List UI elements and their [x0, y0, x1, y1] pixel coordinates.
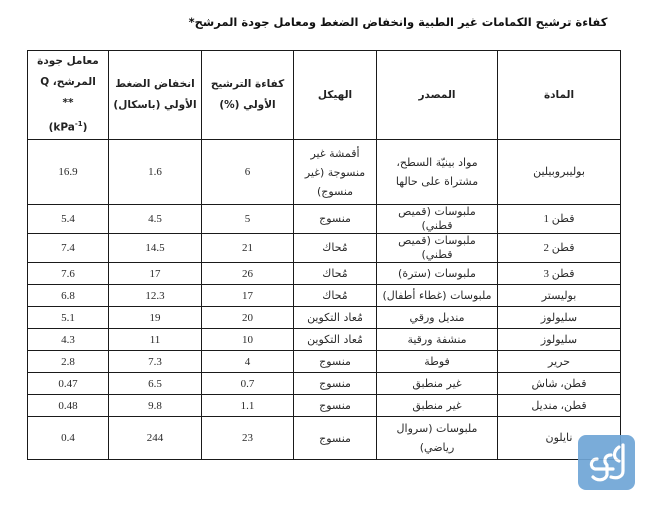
- cell-material: سليولوز: [498, 307, 621, 329]
- header-source: المصدر: [377, 51, 498, 140]
- cell-pressure-drop: 9.8: [109, 395, 202, 417]
- cell-structure: منسوج: [294, 205, 377, 234]
- cell-structure: منسوج: [294, 351, 377, 373]
- cell-material: حرير: [498, 351, 621, 373]
- cell-structure: مُعاد التكوين: [294, 329, 377, 351]
- quality-unit-base: (kPa: [48, 121, 75, 134]
- cell-pressure-drop: 12.3: [109, 285, 202, 307]
- table-row: [28, 140, 621, 205]
- cell-material: قطن 1: [498, 205, 621, 234]
- cell-pressure-drop: 4.5: [109, 205, 202, 234]
- cell-material: بوليبروبيلين: [498, 140, 621, 205]
- table-row: [28, 373, 621, 395]
- table-row: [28, 395, 621, 417]
- header-material: المادة: [498, 51, 621, 140]
- cell-source: ملبوسات (قميص قطني): [377, 205, 498, 234]
- cell-structure: أقمشة غير منسوجة (غير منسوج): [294, 140, 377, 205]
- cell-efficiency: 5: [202, 205, 294, 234]
- cell-structure: منسوج: [294, 395, 377, 417]
- cell-material: قطن 2: [498, 234, 621, 263]
- page-title: كفاءة ترشيح الكمامات غير الطبية وانخفاض الضغط ومعامل جودة المرشح*: [188, 15, 608, 29]
- cell-quality-factor: 0.48: [28, 395, 109, 417]
- table-row: [28, 285, 621, 307]
- quality-unit-close: ): [82, 121, 88, 134]
- cell-efficiency: 17: [202, 285, 294, 307]
- cell-efficiency: 21: [202, 234, 294, 263]
- cell-source: منديل ورقي: [377, 307, 498, 329]
- cell-source: غير منطبق: [377, 373, 498, 395]
- header-quality-factor: [28, 51, 109, 140]
- table-row: [28, 351, 621, 373]
- cell-material: بوليستر: [498, 285, 621, 307]
- cell-source: فوطة: [377, 351, 498, 373]
- cell-structure: منسوج: [294, 373, 377, 395]
- cell-pressure-drop: 244: [109, 417, 202, 460]
- header-quality-line1: معامل جودة: [37, 55, 99, 68]
- cell-source: غير منطبق: [377, 395, 498, 417]
- table-row: [28, 205, 621, 234]
- table-row: [28, 417, 621, 460]
- header-quality-unit: [32, 114, 104, 139]
- cell-pressure-drop: 17: [109, 263, 202, 285]
- cell-structure: مُحاك: [294, 263, 377, 285]
- marjaa-logo-icon: [583, 441, 631, 485]
- header-pressure-line1: انخفاض الضغط: [115, 78, 195, 90]
- header-efficiency: [202, 51, 294, 140]
- header-quality-line2: المرشح، Q: [40, 76, 96, 89]
- cell-pressure-drop: 14.5: [109, 234, 202, 263]
- cell-quality-factor: 7.4: [28, 234, 109, 263]
- cell-pressure-drop: 1.6: [109, 140, 202, 205]
- watermark-logo: [578, 435, 635, 490]
- cell-material: نايلون: [498, 417, 621, 460]
- cell-quality-factor: 7.6: [28, 263, 109, 285]
- cell-material: سليولوز: [498, 329, 621, 351]
- cell-quality-factor: 2.8: [28, 351, 109, 373]
- cell-source: مواد بينيّة السطح، مشتراة على حالها: [377, 140, 498, 205]
- header-quality-line3: **: [62, 97, 74, 110]
- cell-source: ملبوسات (سروال رياضي): [377, 417, 498, 460]
- cell-pressure-drop: 6.5: [109, 373, 202, 395]
- quality-unit-sup: -1: [74, 120, 83, 129]
- cell-source: ملبوسات (قميص قطني): [377, 234, 498, 263]
- cell-quality-factor: 16.9: [28, 140, 109, 205]
- cell-efficiency: 6: [202, 140, 294, 205]
- cell-pressure-drop: 7.3: [109, 351, 202, 373]
- table-row: [28, 234, 621, 263]
- cell-structure: مُحاك: [294, 285, 377, 307]
- header-efficiency-line1: كفاءة الترشيح: [210, 78, 285, 90]
- cell-source: منشفة ورقية: [377, 329, 498, 351]
- table-row: [28, 263, 621, 285]
- cell-source: ملبوسات (سترة): [377, 263, 498, 285]
- header-structure: الهيكل: [294, 51, 377, 140]
- cell-efficiency: 26: [202, 263, 294, 285]
- cell-quality-factor: 0.47: [28, 373, 109, 395]
- cell-pressure-drop: 19: [109, 307, 202, 329]
- cell-efficiency: 4: [202, 351, 294, 373]
- cell-structure: مُعاد التكوين: [294, 307, 377, 329]
- cell-material: قطن 3: [498, 263, 621, 285]
- cell-quality-factor: 5.4: [28, 205, 109, 234]
- cell-efficiency: 0.7: [202, 373, 294, 395]
- cell-structure: مُحاك: [294, 234, 377, 263]
- filtration-table: [27, 50, 621, 460]
- table-header-row: [28, 51, 621, 140]
- cell-structure: منسوج: [294, 417, 377, 460]
- cell-quality-factor: 6.8: [28, 285, 109, 307]
- cell-material: قطن، شاش: [498, 373, 621, 395]
- header-pressure-line2: الأولي (باسكال): [113, 99, 197, 111]
- header-efficiency-line2: الأولي (%): [219, 99, 276, 111]
- cell-quality-factor: 5.1: [28, 307, 109, 329]
- cell-pressure-drop: 11: [109, 329, 202, 351]
- cell-quality-factor: 4.3: [28, 329, 109, 351]
- header-pressure-drop: [109, 51, 202, 140]
- cell-quality-factor: 0.4: [28, 417, 109, 460]
- cell-material: قطن، منديل: [498, 395, 621, 417]
- cell-efficiency: 1.1: [202, 395, 294, 417]
- cell-efficiency: 10: [202, 329, 294, 351]
- cell-efficiency: 23: [202, 417, 294, 460]
- cell-source: ملبوسات (غطاء أطفال): [377, 285, 498, 307]
- table-row: [28, 329, 621, 351]
- table-row: [28, 307, 621, 329]
- cell-efficiency: 20: [202, 307, 294, 329]
